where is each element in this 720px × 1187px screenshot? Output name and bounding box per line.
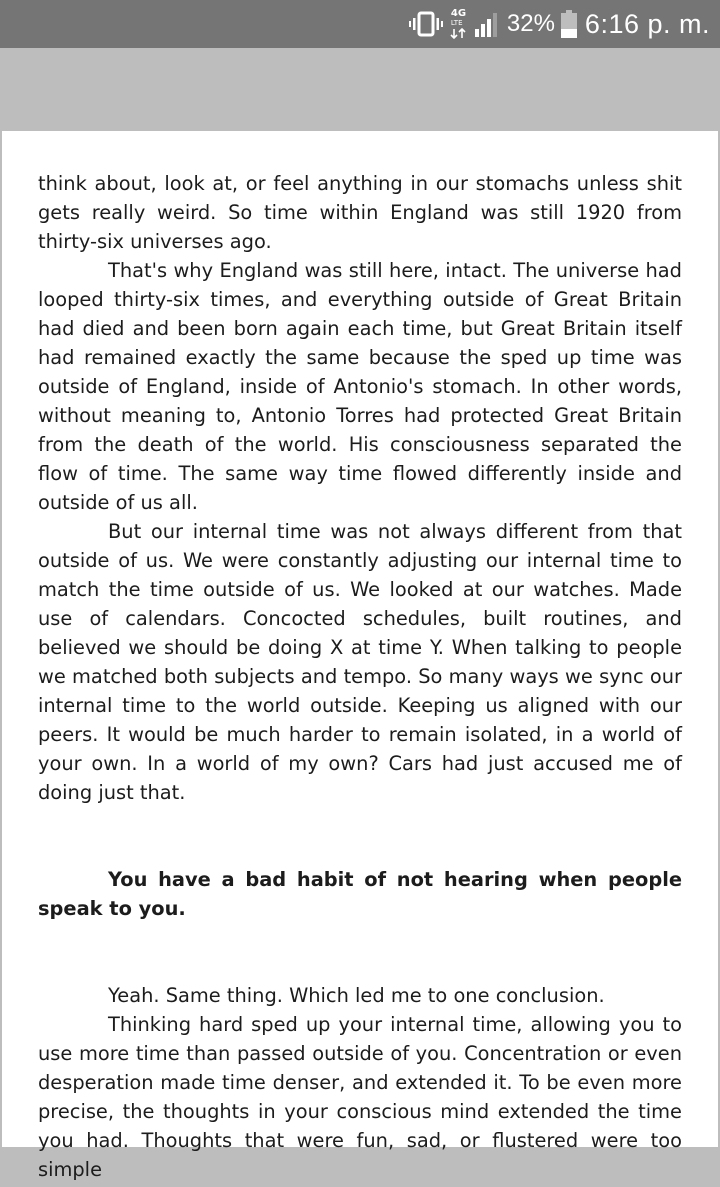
spacer	[38, 923, 682, 981]
status-icons	[409, 0, 710, 48]
network-label: 4G	[450, 8, 467, 19]
spacer	[38, 807, 682, 865]
signal-icon	[475, 11, 501, 37]
network-sub-label: LTE	[450, 19, 463, 27]
reader-page[interactable]	[2, 131, 718, 1181]
document-text	[38, 169, 682, 1184]
paragraph: Yeah. Same thing. Which led me to one conclusion.	[108, 984, 605, 1007]
battery-icon	[561, 10, 577, 38]
network-type-icon	[449, 9, 469, 39]
battery-percentage: 32%	[506, 10, 555, 37]
status-bar	[0, 0, 720, 48]
paragraph: Thinking hard sped up your internal time, allowing you to use more time than passed outside of you. Concentration or even desperation made time denser, and extended it. To be even more precise, the thoughts in your conscious mind extended the time you had. Thoughts that were fun, sad, or flustered were too simple	[38, 1013, 682, 1181]
vibrate-icon	[409, 10, 443, 38]
paragraph-continued: think about, look at, or feel anything in our stomachs unless shit gets really weird. So time within England was still 1920 from thirty-six universes ago.	[38, 172, 682, 253]
bold-quote: You have a bad habit of not hearing when people speak to you.	[38, 868, 682, 920]
clock: 6:16 p. m.	[584, 8, 710, 39]
paragraph: That's why England was still here, intact. The universe had looped thirty-six times, and everything outside of Great Britain had died and been born again each time, but Great Britain itself had remained exactly the same because the sped up time was outside of England, inside of Antonio's stomach. In other words, without meaning to, Antonio Torres had protected Great Britain from the death of the world. His consciousness separated the flow of time. The same way time flowed differently inside and outside of us all.	[38, 259, 682, 514]
paragraph: But our internal time was not always different from that outside of us. We were constantly adjusting our internal time to match the time outside of us. We looked at our watches. Made use of calendars. Concocted schedules, built routines, and believed we should be doing X at time Y. When talking to people we matched both subjects and tempo. So many ways we sync our internal time to the world outside. Keeping us aligned with our peers. It would be much harder to remain isolated, in a world of your own. In a world of my own? Cars had just accused me of doing just that.	[38, 520, 682, 804]
